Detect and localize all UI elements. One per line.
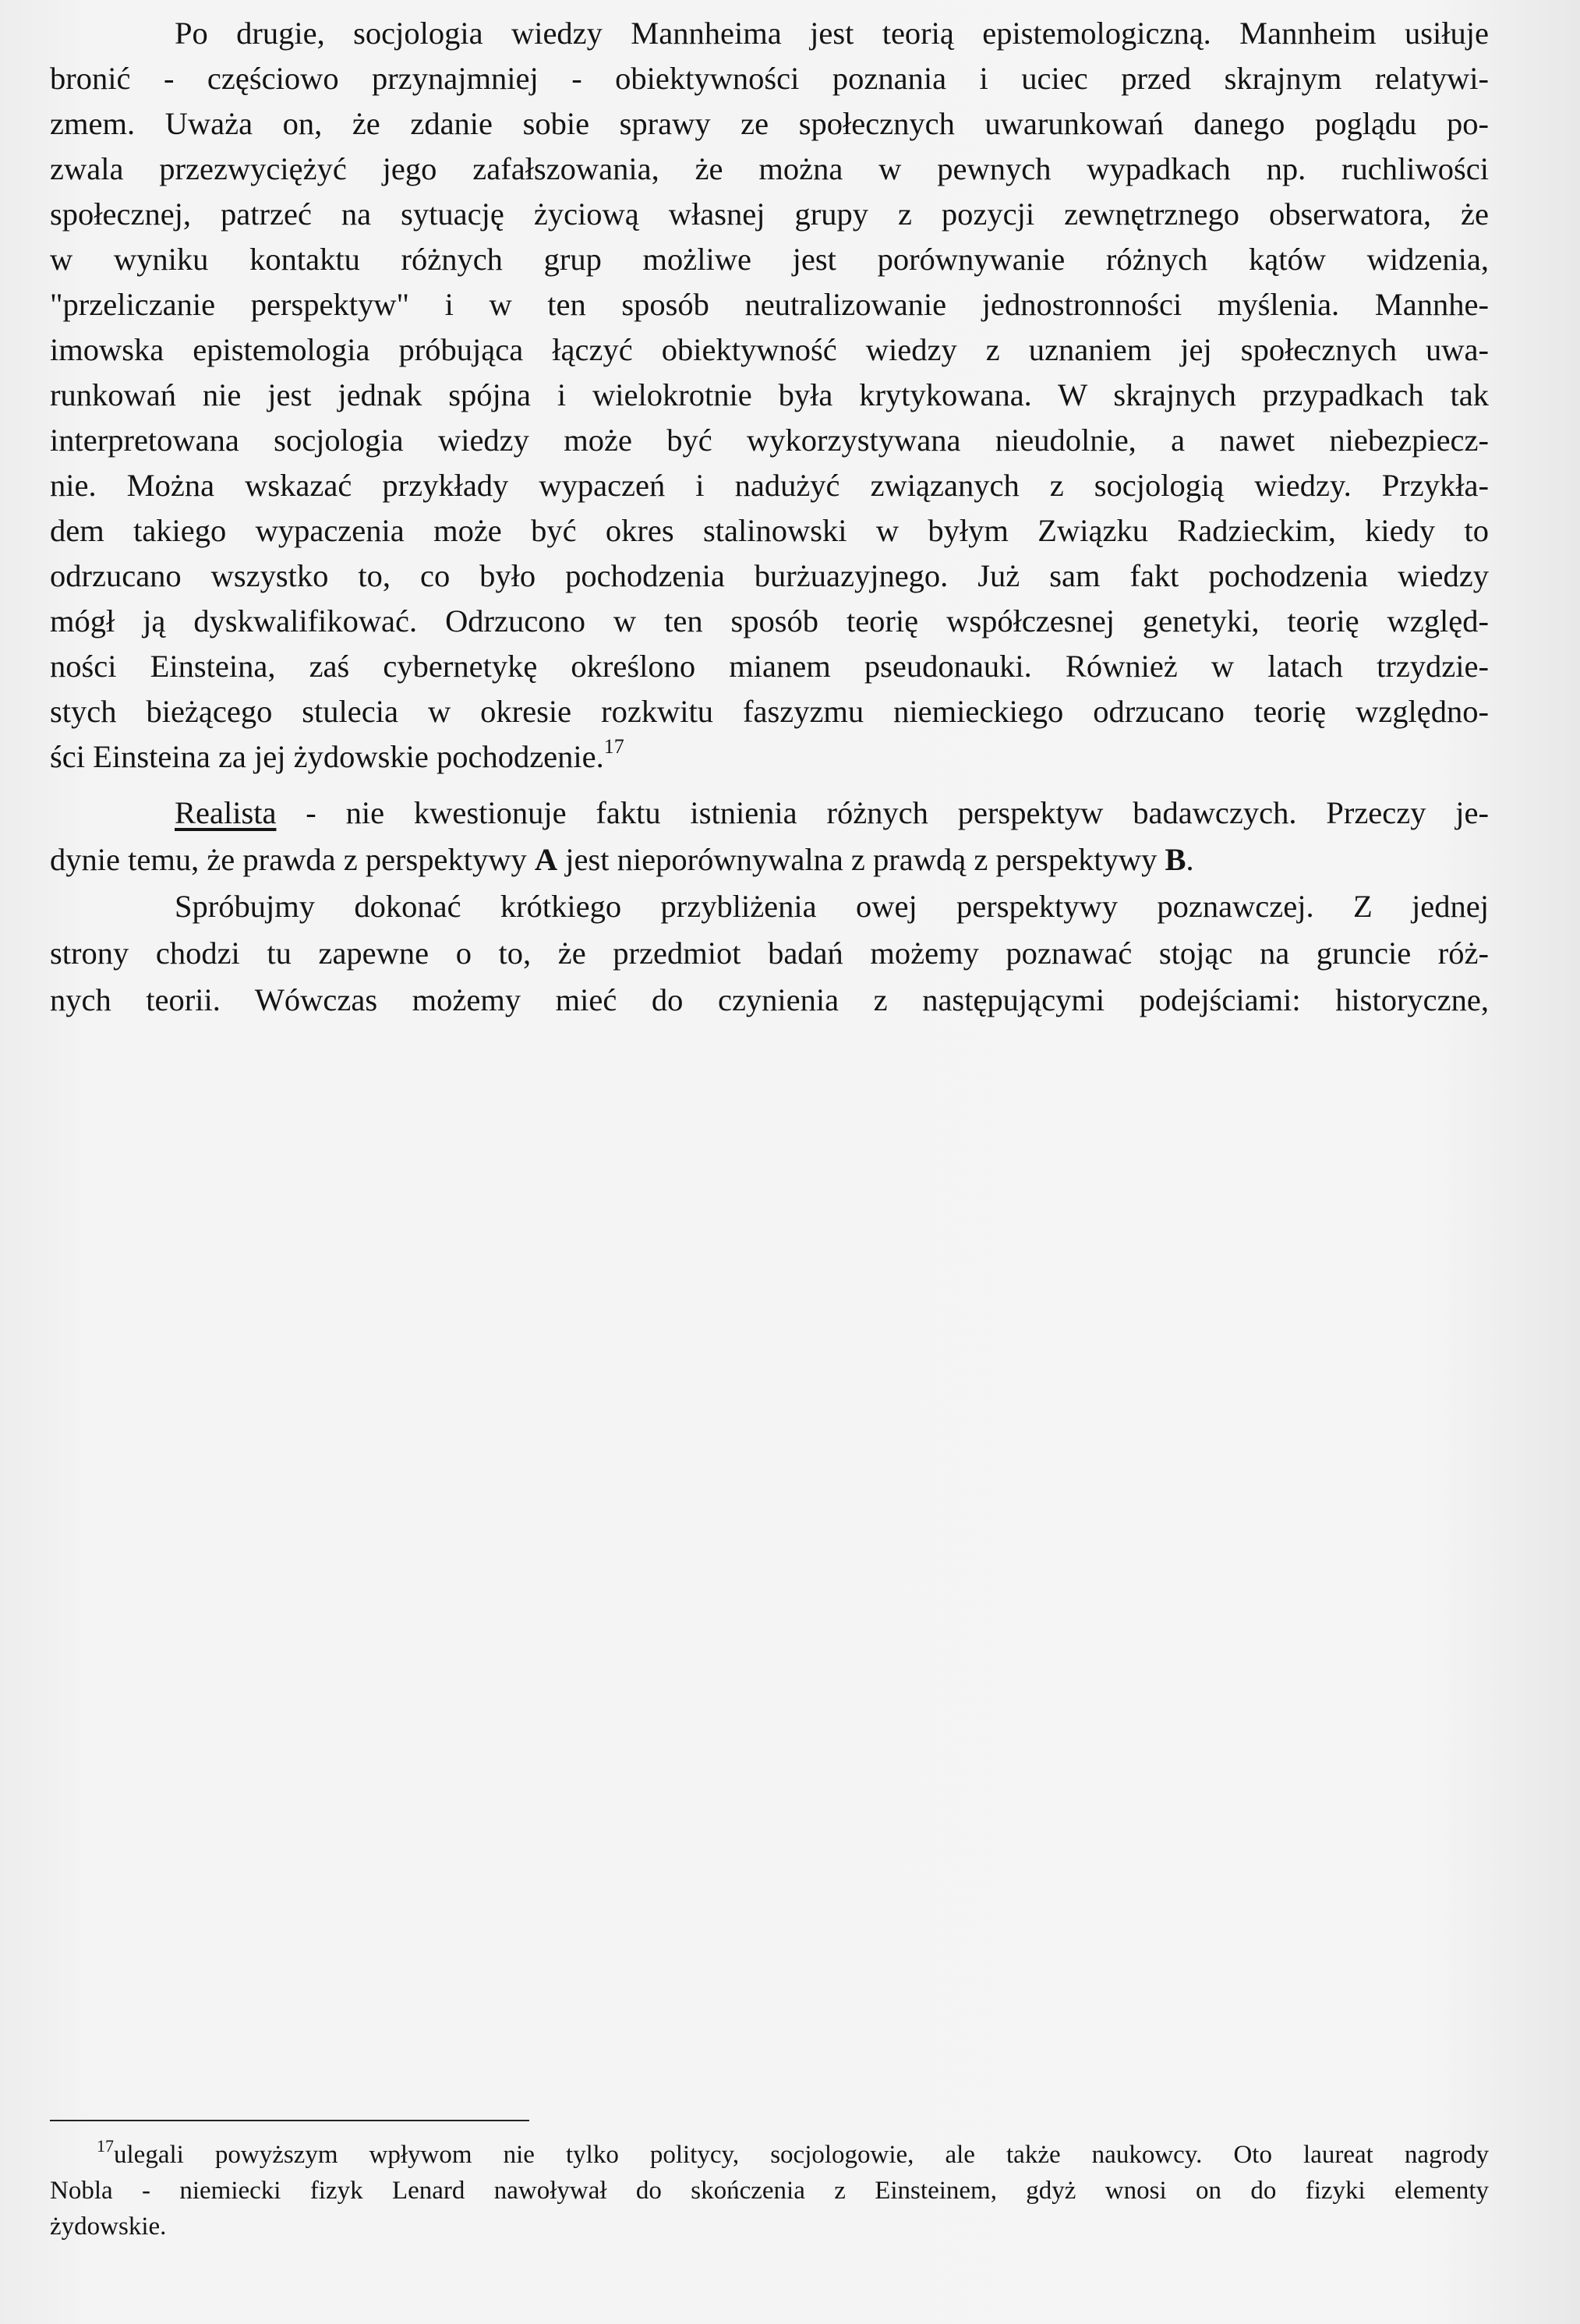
text-span: jest nieporównywalna z prawdą z perspektywy bbox=[557, 842, 1165, 877]
footnote-line bbox=[97, 2138, 1489, 2172]
text-line: dem takiego wypaczenia może być okres stalinowski w byłym Związku Radzieckim, kiedy to bbox=[50, 513, 1489, 548]
text-line: imowska epistemologia próbująca łączyć obiektywność wiedzy z uznaniem jej społecznych uwa- bbox=[50, 332, 1489, 367]
text-line: zmem. Uważa on, że zdanie sobie sprawy ze społecznych uwarunkowań danego poglądu po- bbox=[50, 106, 1489, 141]
text-line: Po drugie, socjologia wiedzy Mannheima jest teorią epistemologiczną. Mannheim usiłuje bbox=[175, 16, 1489, 51]
text-line: interpretowana socjologia wiedzy może być wykorzystywana nieudolnie, a nawet niebezpiecz- bbox=[50, 423, 1489, 458]
text-line: bronić - częściowo przynajmniej - obiektywności poznania i uciec przed skrajnym relatywi- bbox=[50, 61, 1489, 96]
text-line: runkowań nie jest jednak spójna i wielokrotnie była krytykowana. W skrajnych przypadkach tak bbox=[50, 377, 1489, 412]
text-line bbox=[175, 791, 1489, 835]
perspective-a-label: A bbox=[534, 842, 558, 877]
footnote-line: żydowskie. bbox=[50, 2213, 167, 2241]
text-line: zwala przezwyciężyć jego zafałszowania, że można w pewnych wypadkach np. ruchliwości bbox=[50, 151, 1489, 186]
text-line-content: ści Einsteina za jej żydowskie pochodzenie. bbox=[50, 739, 604, 774]
text-line: Spróbujmy dokonać krótkiego przybliżenia owej perspektywy poznawczej. Z jednej bbox=[175, 889, 1489, 924]
text-line: mógł ją dyskwalifikować. Odrzucono w ten sposób teorię współczesnej genetyki, teorię względ- bbox=[50, 603, 1489, 638]
term-realista: Realista bbox=[175, 795, 277, 830]
text-line: stych bieżącego stulecia w okresie rozkwitu faszyzmu niemieckiego odrzucano teorię względno- bbox=[50, 694, 1489, 729]
text-line bbox=[50, 837, 1489, 882]
footnote-text: ulegali powyższym wpływom nie tylko politycy, socjologowie, ale także naukowcy. Oto laureat nagrody bbox=[114, 2141, 1489, 2169]
text-line: "przeliczanie perspektyw" i w ten sposób neutralizowanie jednostronności myślenia. Mannhe- bbox=[50, 287, 1489, 322]
text-line bbox=[50, 734, 1489, 779]
perspective-b-label: B bbox=[1165, 842, 1186, 877]
footnote-divider bbox=[50, 2120, 529, 2121]
text-line: społecznej, patrzeć na sytuację życiową własnej grupy z pozycji zewnętrznego obserwatora, że bbox=[50, 196, 1489, 232]
text-span: - nie kwestionuje faktu istnienia różnych perspektyw badawczych. Przeczy je- bbox=[276, 795, 1489, 830]
text-line: odrzucano wszystko to, co było pochodzenia burżuazyjnego. Już sam fakt pochodzenia wiedzy bbox=[50, 558, 1489, 593]
text-line: w wyniku kontaktu różnych grup możliwe jest porównywanie różnych kątów widzenia, bbox=[50, 242, 1489, 277]
text-line: ności Einsteina, zaś cybernetykę określono mianem pseudonauki. Również w latach trzydzie- bbox=[50, 649, 1489, 684]
text-line: nie. Można wskazać przykłady wypaczeń i nadużyć związanych z socjologią wiedzy. Przykła- bbox=[50, 468, 1489, 503]
text-span: dynie temu, że prawda z perspektywy bbox=[50, 842, 535, 877]
footnote-number: 17 bbox=[97, 2136, 114, 2156]
text-line: nych teorii. Wówczas możemy mieć do czynienia z następującymi podejściami: historyczne, bbox=[50, 982, 1489, 1017]
text-line: strony chodzi tu zapewne o to, że przedmiot badań możemy poznawać stojąc na gruncie róż- bbox=[50, 936, 1489, 971]
text-span: . bbox=[1186, 842, 1194, 877]
footnote-reference[interactable]: 17 bbox=[603, 735, 624, 758]
footnote-line: Nobla - niemiecki fizyk Lenard nawoływał do skończenia z Einsteinem, gdyż wnosi on do fizyki elementy bbox=[50, 2177, 1489, 2205]
